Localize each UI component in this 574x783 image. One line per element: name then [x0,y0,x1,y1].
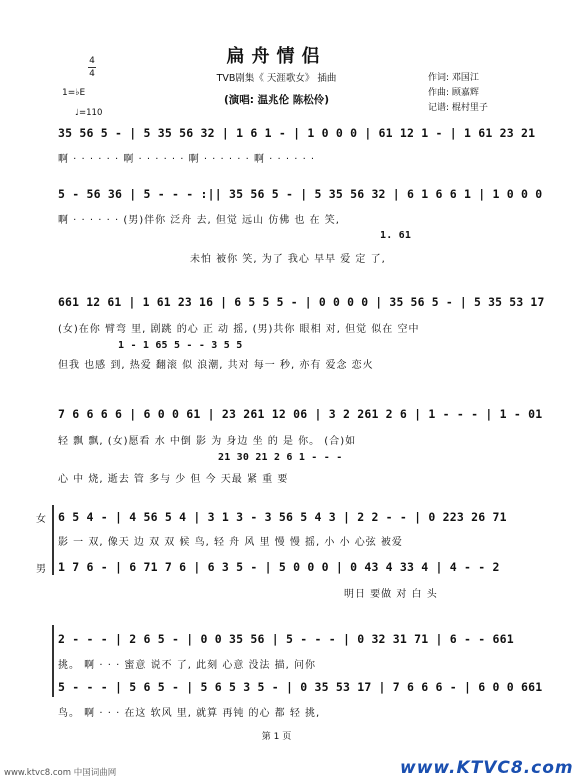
time-signature-divider [88,67,96,68]
credit-transcriber: 记谱: 棍村里子 [428,103,488,113]
lyric-line: 明日 要做 对 白 头 [344,589,438,600]
notation-line: 35 56 5 - | 5 35 56 32 | 1 6 1 - | 1 0 0 0 | 61 12 1 - | 1 61 23 21 [58,126,536,140]
notation-line: 5 - - - | 5 6 5 - | 5 6 5 3 5 - | 0 35 53 17 | 7 6 6 6 - | 6 0 0 661 [58,680,543,694]
notation-line: 661 12 61 | 1 61 23 16 | 6 5 5 5 - | 0 0 0 0 | 35 56 5 - | 5 35 53 17 [58,295,545,309]
time-signature-bottom: 4 [89,69,95,79]
notation-line: 1 - 1 65 5 - - 3 5 5 [118,340,243,351]
key-signature: 1=♭E [62,88,86,98]
notation-line: 21 30 21 2 6 1 - - - [218,452,343,463]
lyric-line: 但我 也感 到, 热爱 翻滚 似 浪潮, 共对 每一 秒, 亦有 爱念 恋火 [58,360,374,371]
lyric-line: 轻 飘 飘, (女)愿看 水 中倒 影 为 身边 坐 的 是 你。 (合)如 [58,436,357,447]
time-signature [88,56,96,79]
lyric-line: 未怕 被你 笑, 为了 我心 早早 爱 定 了, [190,254,386,265]
notation-line: 1 7 6 - | 6 71 7 6 | 6 3 5 - | 5 0 0 0 | 0 43 4 33 4 | 4 - - 2 [58,560,500,574]
part-label: 男 [36,564,46,575]
footer-site-text: www.ktvc8.com 中国词曲网 [4,768,117,778]
lyric-line: 挑。 啊 · · · 蜜意 说不 了, 此刻 心意 没法 描, 问你 [58,660,317,671]
notation-line: 5 - 56 36 | 5 - - - :|| 35 56 5 - | 5 35 56 32 | 6 1 6 6 1 | 1 0 0 0 [58,187,543,201]
lyric-line: 鸟。 啊 · · · 在这 软风 里, 就算 再钝 的心 都 轻 挑, [58,708,321,719]
song-subtitle: TVB剧集《 天涯歌女》 插曲 [216,73,337,84]
notation-line: 6 5 4 - | 4 56 5 4 | 3 1 3 - 3 56 5 4 3 | 2 2 - - | 0 223 26 71 [58,510,507,524]
system-bracket-final [52,625,54,697]
notation-line: 7 6 6 6 6 | 6 0 0 61 | 23 261 12 06 | 3 2 261 2 6 | 1 - - - | 1 - 01 [58,407,543,421]
lyric-line: 啊 · · · · · · 啊 · · · · · · 啊 · · · · · · 啊 · · · · · · [58,154,316,165]
time-signature-top: 4 [89,56,95,66]
footer-watermark: www.KTVC8.com [400,758,574,778]
part-label: 女 [36,514,46,525]
notation-line: 2 - - - | 2 6 5 - | 0 0 35 56 | 5 - - - | 0 32 31 71 | 6 - - 661 [58,632,514,646]
lyric-line: 影 一 双, 像天 边 双 双 候 鸟, 轻 舟 风 里 慢 慢 摇, 小 小 心弦 被爱 [58,537,403,548]
lyric-line: (女)在你 臂弯 里, 剧跳 的心 正 动 摇, (男)共你 眼相 对, 但觉 似在 空中 [58,324,420,335]
system-bracket-duet [52,505,54,575]
tempo-marking: ♩=110 [75,108,103,118]
singers-line: (演唱: 温兆伦 陈松伶) [223,94,330,106]
page-number: 第 1 页 [261,732,292,742]
lyric-line: 心 中 烧, 逝去 管 多与 少 但 今 天最 紧 重 要 [58,474,289,485]
credit-lyricist: 作词: 邓国江 [428,73,479,83]
lyric-line: 啊 · · · · · · (男)伴你 泛舟 去, 但觉 远山 仿佛 也 在 笑, [58,215,340,226]
notation-line: 1. 61 [380,230,412,241]
credit-composer: 作曲: 顾嘉辉 [428,88,479,98]
song-title: 扁舟情侣 [226,46,327,67]
